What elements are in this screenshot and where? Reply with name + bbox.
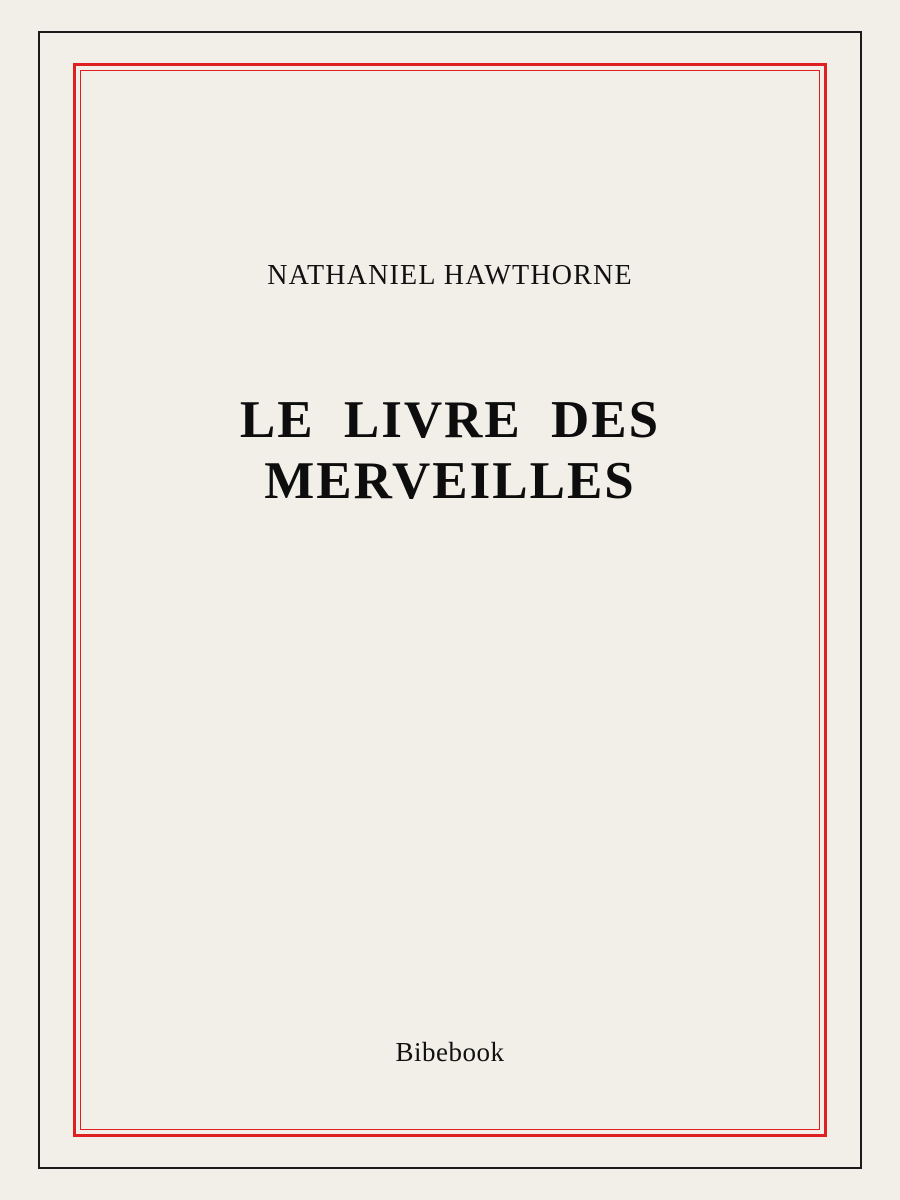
publisher-name: Bibebook	[395, 1037, 505, 1067]
author-name: NATHANIEL HAWTHORNE	[267, 260, 633, 291]
cover-content	[80, 70, 820, 1130]
book-title-line-2: MERVEILLES	[264, 452, 636, 511]
book-title-line-1: LE LIVRE DES	[239, 391, 661, 449]
book-title	[80, 390, 820, 513]
